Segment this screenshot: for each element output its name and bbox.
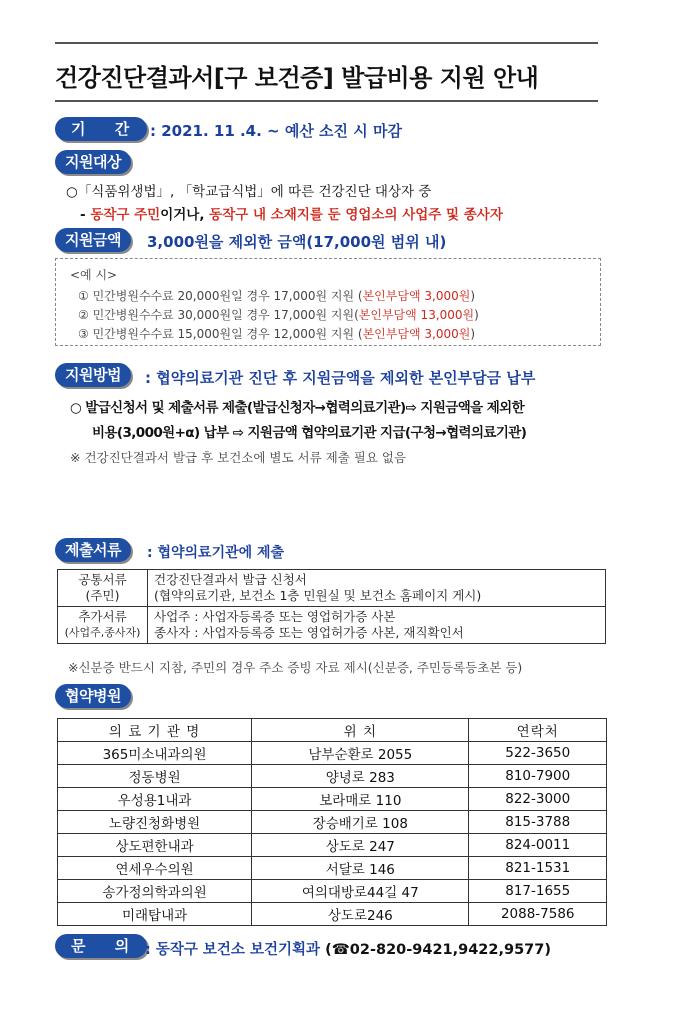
table-row: 미래탑내과 상도로246 2088-7586 [58,903,607,926]
table-row: 송가정의학과의원 여의대방로44길 47 817-1655 [58,880,607,903]
target-resident: 동작구 주민 [90,207,161,223]
method-badge: 지원방법 [55,363,131,387]
documents-table [57,569,606,644]
target-dash: - [80,207,91,223]
contact-department: : 동작구 보건소 보건기획과 [145,942,321,958]
documents-note: ※신분증 반드시 지참, 주민의 경우 주소 증빙 자료 제시(신분증, 주민등록등초본 등) [68,660,523,675]
example-label: <예 시> [70,268,118,282]
target-line1: ○「식품위생법」, 「학교급식법」에 따른 건강진단 대상자 중 [66,184,432,200]
hospitals-badge: 협약병원 [55,684,131,708]
table-header-row [58,719,607,742]
documents-text: : 협약의료기관에 제출 [147,545,285,561]
example-box [55,258,601,346]
example-item: ③ 민간병원수수료 15,000원일 경우 12,000원 지원 (본인부담액 3,000원) [78,327,476,341]
table-row [58,607,606,644]
amount-badge: 지원금액 [55,228,131,252]
amount-text: 3,000원을 제외한 금액(17,000원 범위 내) [147,233,447,251]
contact-line [145,938,551,959]
method-line2: 비용(3,000원+α) 납부 ⇨ 지원금액 협약의료기관 지급(구청→협력의료기관) [92,425,527,441]
column-header: 위 치 [252,719,469,742]
table-row [58,570,606,607]
page-title: 건강진단결과서[구 보건증] 발급비용 지원 안내 [55,64,539,92]
table-row: 우성용1내과 보라매로 110 822-3000 [58,788,607,811]
table-row: 노량진청화병원 장승배기로 108 815-3788 [58,811,607,834]
target-business: 동작구 내 소재지를 둔 영업소의 사업주 및 종사자 [209,207,503,223]
column-header: 의 료 기 관 명 [58,719,252,742]
documents-badge: 제출서류 [55,538,131,562]
example-item: ② 민간병원수수료 30,000원일 경우 17,000원 지원(본인부담액 13,000원) [78,308,479,322]
method-text: : 협약의료기관 진단 후 지원금액을 제외한 본인부담금 납부 [145,369,536,387]
target-line2 [80,203,503,223]
table-row: 상도편한내과 상도로 247 824-0011 [58,834,607,857]
documents-row-head: 공통서류 (주민) [58,570,148,607]
column-header: 연락처 [469,719,607,742]
hospitals-table [57,718,607,926]
top-rule [55,42,598,44]
method-line1: ○ 발급신청서 및 제출서류 제출(발급신청자→협력의료기관)⇨ 지원금액을 제외한 [70,400,525,416]
contact-badge: 문 의 [55,934,147,958]
table-row: 연세우수의원 서달로 146 821-1531 [58,857,607,880]
contact-phone: (☎02-820-9421,9422,9577) [325,942,551,958]
method-note: ※ 건강진단결과서 발급 후 보건소에 별도 서류 제출 필요 없음 [70,450,407,465]
period-text: : 2021. 11 .4. ~ 예산 소진 시 마감 [150,122,402,140]
target-or: 이거나, [160,207,210,223]
documents-row-head: 추가서류 (사업주,종사자) [58,607,148,644]
table-row: 정동병원 양녕로 283 810-7900 [58,765,607,788]
target-badge: 지원대상 [55,150,131,174]
example-item: ① 민간병원수수료 20,000원일 경우 17,000원 지원 (본인부담액 3,000원) [78,289,476,303]
title-bottom-rule [55,100,598,102]
documents-row-body: 사업주 : 사업자등록증 또는 영업허가증 사본 종사자 : 사업자등록증 또는 영업허가증 사본, 재직확인서 [148,607,606,644]
table-row: 365미소내과의원 남부순환로 2055 522-3650 [58,742,607,765]
documents-row-body: 건강진단결과서 발급 신청서 (협약의료기관, 보건소 1층 민원실 및 보건소 홈페이지 게시) [148,570,606,607]
period-badge: 기 간 [55,117,147,141]
